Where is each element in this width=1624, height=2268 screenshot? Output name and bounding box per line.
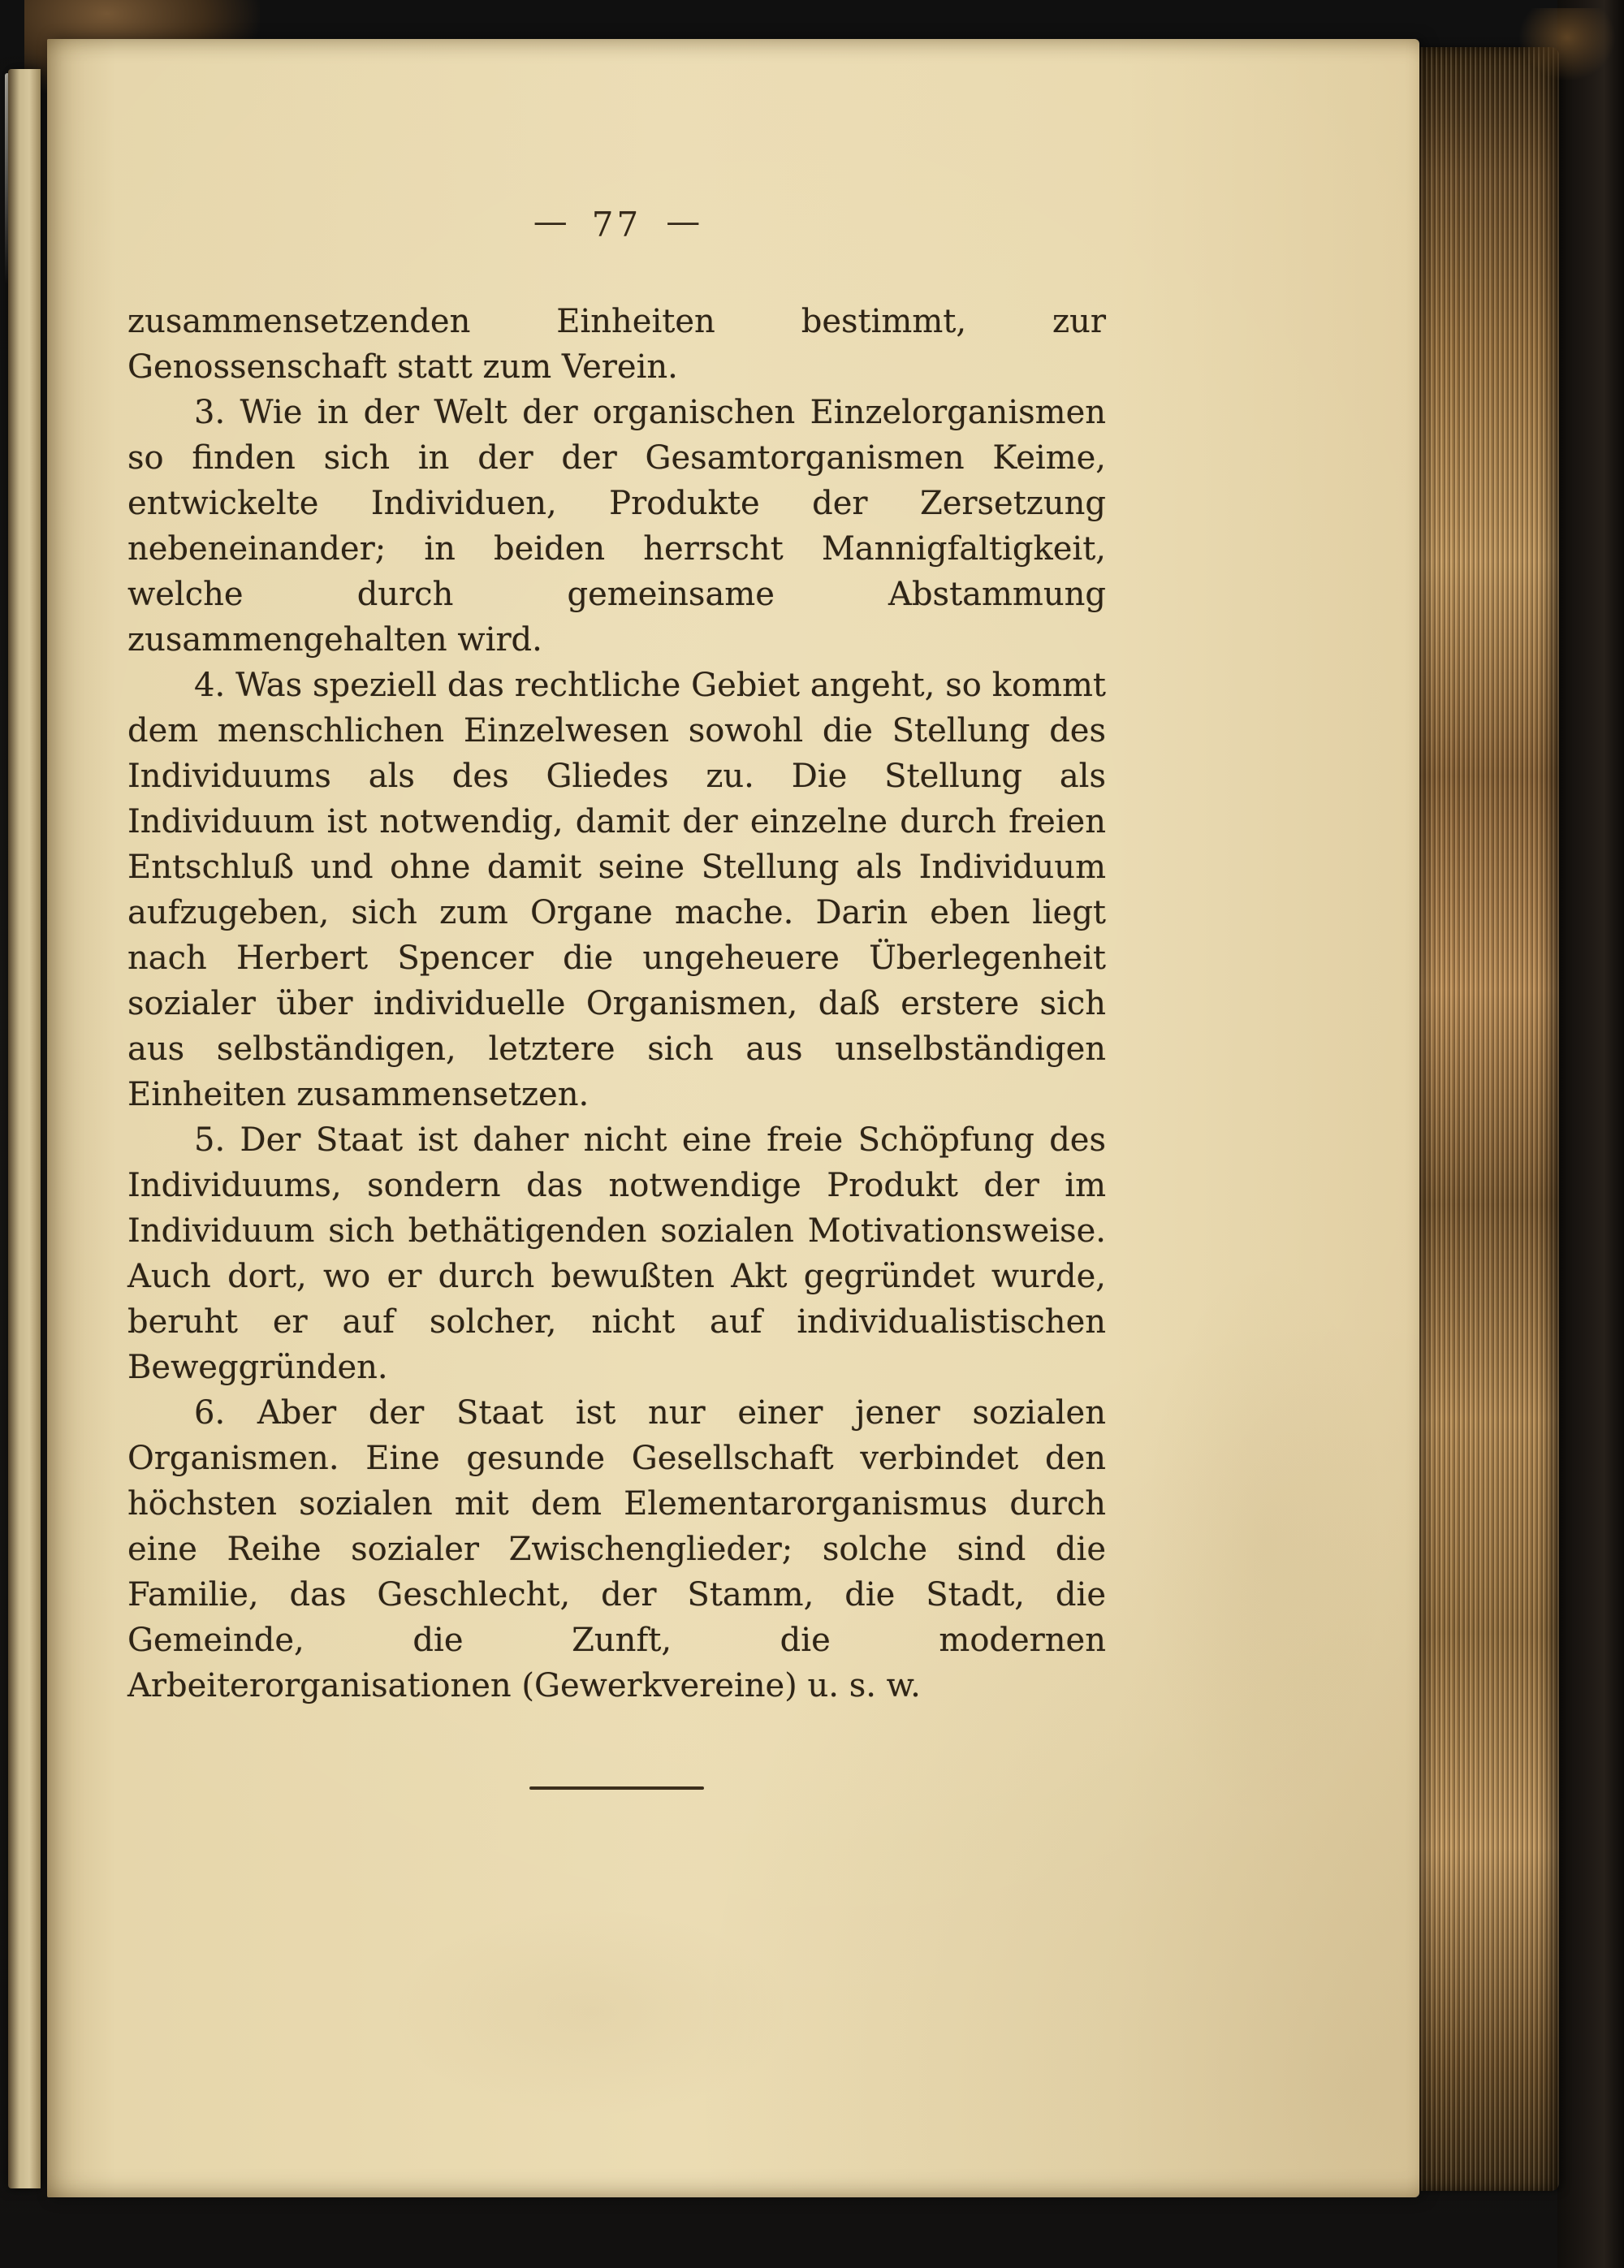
paragraph-4: 4. Was speziell das rechtliche Gebiet angeht, so kommt dem menschlichen Einzelwesen sowohl die Stellung des Individuums als des Gliedes zu. Die Stellung als Individuum ist notwendig, damit der einzelne durch freien Entschluß und ohne damit seine Stellung als Individuum aufzugeben, sich zum Organe mache. Darin eben liegt nach Herbert Spencer die ungeheuere Überlegenheit sozialer über individuelle Organismen, daß erstere sich aus selbständigen, letztere sich aus unselbständigen Einheiten zusammensetzen. bbox=[127, 667, 1106, 1113]
worn-cover-patch bbox=[1518, 8, 1616, 81]
paragraph-5: 5. Der Staat ist daher nicht eine freie Schöpfung des Individuums, sondern das notwendige Produkt der im Individuum sich bethätigenden sozialen Motivationsweise. Auch dort, wo er durch bewußten Akt gegründet wurde, beruht er auf solcher, nicht auf individualistischen Beweggründen. bbox=[127, 1121, 1106, 1386]
page-number-dash-right: — bbox=[666, 201, 701, 241]
page-number: 77 bbox=[591, 205, 642, 244]
body-text bbox=[127, 299, 1106, 1790]
facing-page-edge bbox=[8, 69, 41, 2188]
page-number-dash-left: — bbox=[533, 201, 568, 241]
paper-stain bbox=[1143, 1257, 1387, 1825]
section-divider bbox=[529, 1786, 704, 1790]
paper-stain bbox=[388, 1907, 794, 2118]
book-fore-edge-pages bbox=[1419, 47, 1559, 2191]
paragraph-6: 6. Aber der Staat ist nur einer jener sozialen Organismen. Eine gesunde Gesellschaft verbindet den höchsten sozialen mit dem Elementarorganismus durch eine Reihe sozialer Zwischenglieder; solche sind die Familie, das Geschlecht, der Stamm, die Stadt, die Gemeinde, die Zunft, die modernen Arbeiterorganisationen (Gewerkvereine) u. s. w. bbox=[127, 1394, 1106, 1704]
book-spine bbox=[1557, 0, 1624, 2268]
paragraph-continuation: zusammensetzenden Einheiten bestimmt, zur Genossenschaft statt zum Verein. bbox=[127, 303, 1106, 386]
paragraph-3: 3. Wie in der Welt der organischen Einzelorganismen so finden sich in der der Gesamtorganismen Keime, entwickelte Individuen, Produkte der Zersetzung nebeneinander; in beiden herrscht Mannigfaltigkeit, welche durch gemeinsame Abstammung zusammengehalten wird. bbox=[127, 394, 1106, 659]
page-header bbox=[127, 201, 1106, 244]
